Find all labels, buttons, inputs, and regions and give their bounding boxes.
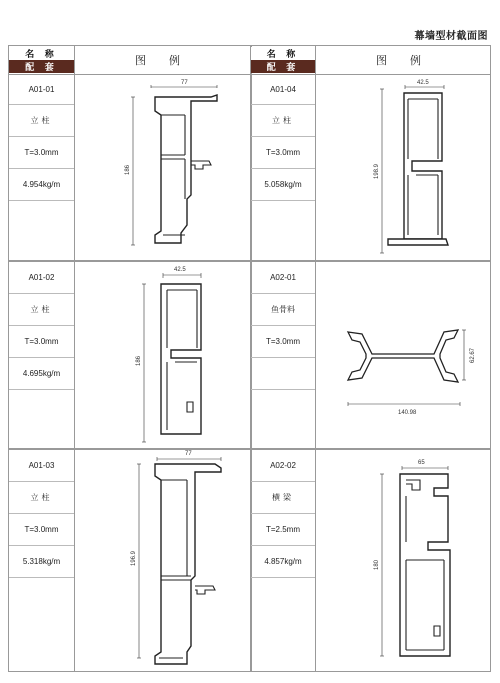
item-weight: 5.318kg/m — [22, 556, 61, 566]
item-thickness: T=3.0mm — [265, 147, 300, 157]
svg-text:140.98: 140.98 — [398, 410, 417, 416]
profile-table — [8, 45, 491, 672]
item-name: 鱼骨料 — [271, 304, 295, 314]
svg-text:180: 180 — [374, 559, 380, 570]
svg-text:186: 186 — [136, 355, 142, 366]
svg-text:77: 77 — [185, 451, 192, 457]
header-legend-label: 图 例 — [134, 55, 191, 67]
item-name: 立柱 — [30, 115, 53, 125]
header-name-label: 名 称 — [251, 47, 315, 60]
item-weight: 4.695kg/m — [22, 368, 61, 378]
header-set-label: 配 套 — [9, 60, 74, 73]
item-code: A01-03 — [28, 460, 55, 470]
item-code: A01-02 — [28, 272, 55, 282]
item-thickness: T=3.0mm — [265, 336, 300, 346]
svg-text:196.9: 196.9 — [131, 550, 137, 566]
item-name: 立柱 — [272, 115, 294, 125]
item-weight: 4.954kg/m — [22, 179, 61, 189]
item-name: 立柱 — [30, 492, 53, 502]
svg-text:198.9: 198.9 — [374, 163, 380, 179]
header-set-label: 配 套 — [251, 60, 315, 73]
item-name: 立柱 — [30, 304, 53, 314]
item-weight: 5.058kg/m — [264, 179, 302, 189]
profile-drawing-a02-01 — [316, 262, 491, 448]
svg-text:62.67: 62.67 — [470, 347, 476, 363]
item-code: A02-01 — [270, 272, 296, 282]
profile-drawing-a02-02 — [316, 450, 491, 672]
svg-text:186: 186 — [125, 164, 131, 175]
page-title: 幕墙型材截面图 — [414, 31, 488, 42]
item-name: 横梁 — [272, 492, 294, 502]
profile-drawing-a01-02 — [75, 262, 250, 448]
header-legend-label: 图 例 — [375, 55, 432, 67]
svg-text:77: 77 — [181, 80, 188, 86]
svg-text:42.5: 42.5 — [417, 80, 429, 86]
item-weight: 4.857kg/m — [264, 556, 302, 566]
item-thickness: T=3.0mm — [24, 524, 59, 534]
svg-text:65: 65 — [418, 460, 425, 466]
profile-drawing-a01-03 — [75, 450, 250, 672]
item-code: A01-01 — [28, 84, 55, 94]
profile-drawing-a01-04 — [316, 75, 491, 260]
item-code: A01-04 — [270, 84, 296, 94]
item-code: A02-02 — [270, 460, 296, 470]
svg-text:42.5: 42.5 — [174, 267, 186, 273]
item-thickness: T=3.0mm — [24, 147, 59, 157]
item-thickness: T=3.0mm — [24, 336, 59, 346]
profile-drawing-a01-01 — [75, 75, 250, 260]
header-name-label: 名 称 — [9, 47, 74, 60]
item-thickness: T=2.5mm — [265, 524, 300, 534]
